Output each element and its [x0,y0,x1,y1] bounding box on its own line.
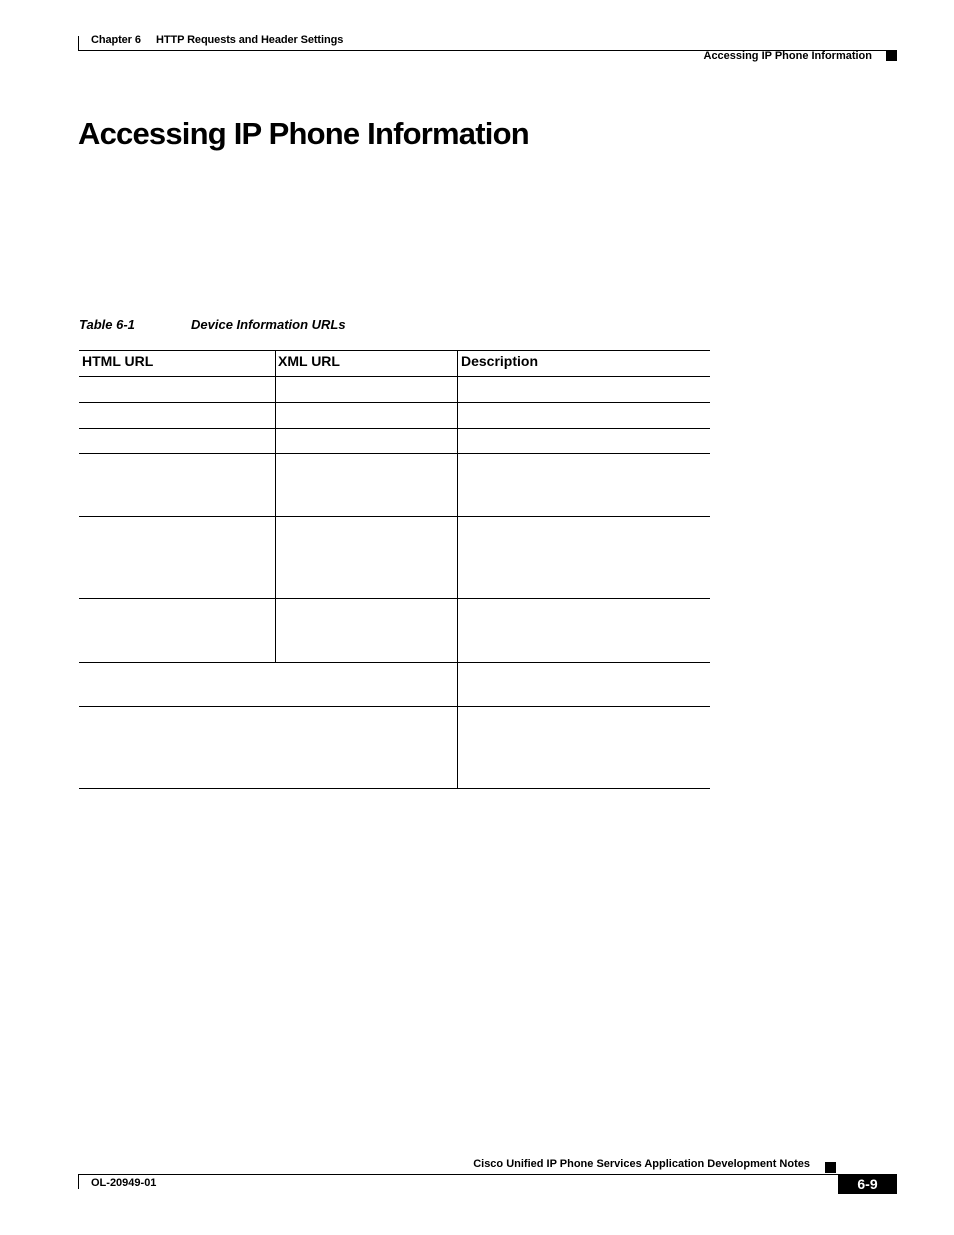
column-header-html-url: HTML URL [82,353,154,369]
footer-document-title: Cisco Unified IP Phone Services Application Development Notes [473,1158,810,1170]
header-chapter: Chapter 6 [91,34,141,46]
column-header-description: Description [461,353,539,369]
table-rule [79,598,710,599]
header-chapter-title: HTTP Requests and Header Settings [156,34,344,46]
table-rule [79,788,710,789]
column-divider [457,350,458,789]
page-number: 6-9 [838,1174,897,1194]
table-rule [79,516,710,517]
table-rule [79,662,710,663]
column-header-xml-url: XML URL [278,353,340,369]
table-rule [79,376,710,377]
header-marker-block [886,50,897,61]
column-divider [275,350,276,663]
header-vertical-rule [78,36,79,51]
footer-vertical-rule [78,1174,79,1189]
table-caption: Device Information URLs [191,317,346,332]
footer-document-number: OL-20949-01 [91,1177,157,1189]
footer-marker-block [825,1162,836,1173]
footer-rule [78,1174,896,1175]
table-number: Table 6-1 [79,317,135,332]
header-section-title: Accessing IP Phone Information [703,50,872,62]
page-title: Accessing IP Phone Information [78,116,529,151]
table-rule [79,453,710,454]
table-rule [79,706,710,707]
table-rule [79,428,710,429]
table-rule [79,350,710,351]
table-rule [79,402,710,403]
